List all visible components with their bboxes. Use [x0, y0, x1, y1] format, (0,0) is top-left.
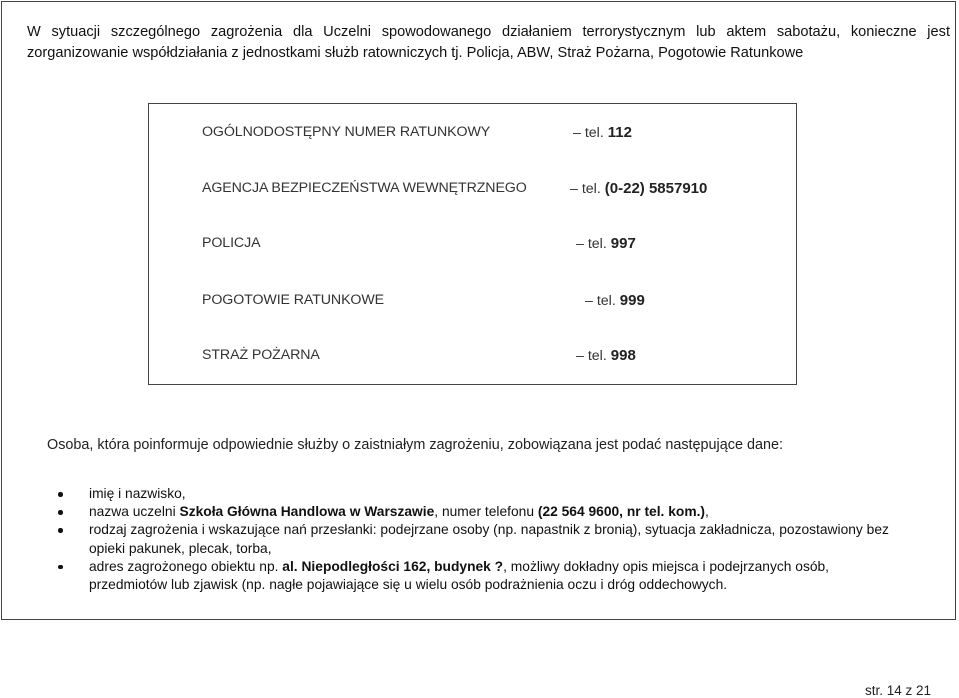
list-item-text: , możliwy dokładny opis miejsca i podejrzanych osób, przedmiotów lub zjawisk (np. nagłe pojawiające się u wielu osób podrażnienia oczu i dróg oddechowych.	[89, 558, 830, 593]
bullet-icon	[58, 528, 63, 533]
contact-row	[202, 292, 792, 314]
contact-row	[202, 180, 792, 202]
phone-number: (0-22) 5857910	[604, 180, 708, 197]
contact-name: POLICJA	[202, 235, 261, 251]
contact-name: OGÓLNODOSTĘPNY NUMER RATUNKOWY	[202, 124, 491, 140]
list-item-text: ,	[705, 504, 709, 520]
list-item-text: imię i nazwisko,	[89, 486, 186, 501]
phone-number: 998	[610, 347, 636, 364]
contact-row	[202, 235, 792, 257]
contact-name: AGENCJA BEZPIECZEŃSTWA WEWNĘTRZNEGO	[202, 180, 527, 196]
bullet-icon	[58, 510, 63, 515]
emergency-contacts-box	[148, 103, 797, 385]
university-address: al. Niepodległości 162, budynek ?	[282, 558, 504, 574]
phone-number: 999	[619, 292, 645, 309]
list-item-text: rodzaj zagrożenia i wskazujące nań przesłanki: podejrzane osoby (np. napastnik z bronią), sytuacja zakładnicza, pozostawiony bez opieki pakunek, plecak, torba,	[89, 522, 889, 556]
list-item	[50, 521, 910, 557]
phone-number: 112	[607, 124, 632, 141]
bullet-icon	[58, 492, 63, 497]
tel-label: – tel.	[570, 181, 601, 197]
contact-phone	[576, 347, 636, 364]
page-number: str. 14 z 21	[864, 683, 931, 698]
contact-row	[202, 124, 792, 146]
tel-label: – tel.	[576, 348, 607, 364]
reporting-instruction: Osoba, która poinformuje odpowiednie służby o zaistniałym zagrożeniu, zobowiązana jest podać następujące dane:	[47, 437, 783, 453]
contact-phone	[570, 180, 707, 197]
contact-name: STRAŻ POŻARNA	[202, 347, 320, 363]
university-phone: (22 564 9600, nr tel. kom.)	[537, 504, 706, 520]
list-item	[50, 558, 910, 594]
list-item	[50, 485, 910, 503]
required-data-list	[50, 485, 910, 594]
contact-name: POGOTOWIE RATUNKOWE	[202, 292, 385, 308]
tel-label: – tel.	[585, 293, 616, 309]
intro-paragraph: W sytuacji szczególnego zagrożenia dla Uczelni spowodowanego działaniem terrorystycznym lub aktem sabotażu, konieczne jest zorganizowanie współdziałania z jednostkami służb ratowniczych tj. Policja, ABW, Straż Pożarna, Pogotowie Ratunkowe	[27, 24, 950, 61]
contact-row	[202, 347, 792, 369]
tel-label: – tel.	[576, 236, 607, 252]
bullet-icon	[58, 565, 63, 570]
tel-label: – tel.	[573, 125, 604, 141]
contact-phone	[573, 124, 632, 141]
contact-phone	[576, 235, 636, 252]
university-name: Szkoła Główna Handlowa w Warszawie	[179, 504, 435, 520]
contact-phone	[585, 292, 645, 309]
list-item-text: nazwa uczelni	[89, 504, 180, 520]
list-item-text: , numer telefonu	[434, 504, 538, 520]
phone-number: 997	[610, 235, 636, 252]
list-item-text: adres zagrożonego obiektu np.	[89, 558, 283, 574]
list-item	[50, 503, 910, 521]
